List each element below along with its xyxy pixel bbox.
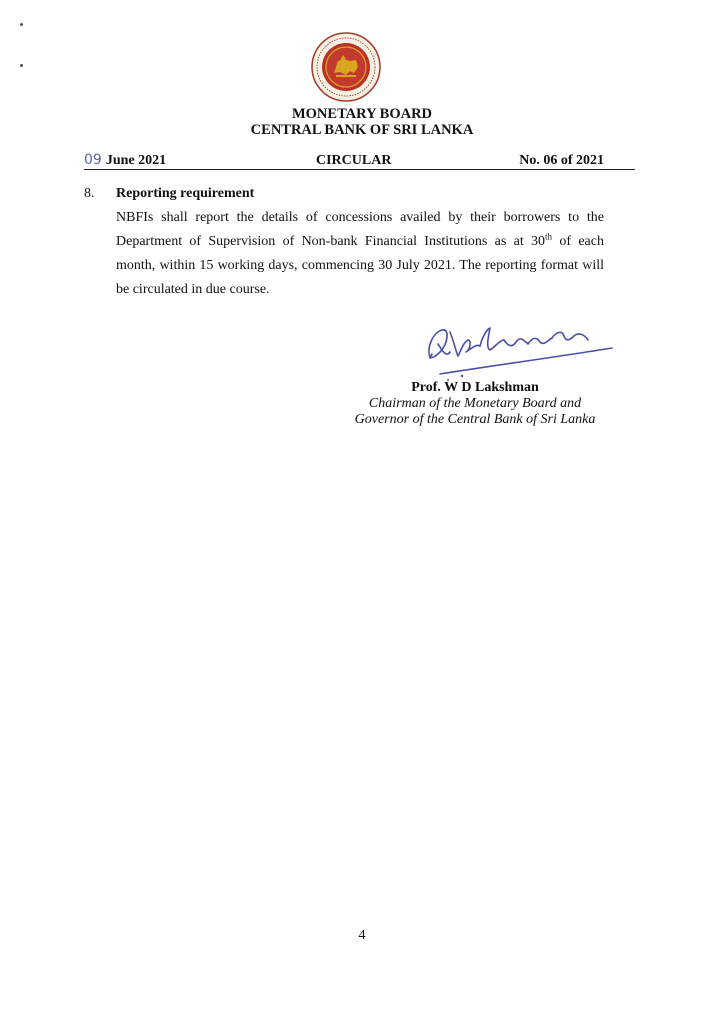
section-number: 8.: [84, 186, 95, 201]
signatory-title-line1: Chairman of the Monetary Board and: [368, 396, 582, 411]
circular-header-row: [84, 152, 635, 170]
body-superscript: th: [545, 231, 553, 242]
signatory-title-line2: Governor of the Central Bank of Sri Lanka: [354, 412, 596, 427]
page-number: 4: [358, 928, 366, 943]
signatory-name: Prof. W D Lakshman: [411, 380, 539, 395]
central-bank-seal-icon: [310, 31, 382, 103]
handwritten-day: 09: [84, 152, 102, 168]
bank-title: CENTRAL BANK OF SRI LANKA: [250, 122, 474, 138]
section-heading: Reporting requirement: [116, 186, 255, 201]
body-text-part2: of each month, within 15 working days, commencing 30 July 2021. The reporting format will be circulated in due course.: [116, 234, 604, 297]
section-body: [116, 206, 604, 302]
board-title: MONETARY BOARD: [291, 106, 433, 122]
circular-number: No. 06 of 2021: [519, 153, 604, 168]
scan-mark: [20, 23, 23, 26]
circular-label: CIRCULAR: [316, 153, 392, 168]
body-text-part1: NBFIs shall report the details of concessions availed by their borrowers to the Department of Supervision of Non-bank Financial Institutions as at 30: [116, 210, 604, 249]
signature-icon: [420, 318, 620, 384]
date-month-year: June 2021: [105, 153, 167, 168]
circular-date: [84, 152, 166, 169]
scan-mark: [20, 64, 23, 67]
